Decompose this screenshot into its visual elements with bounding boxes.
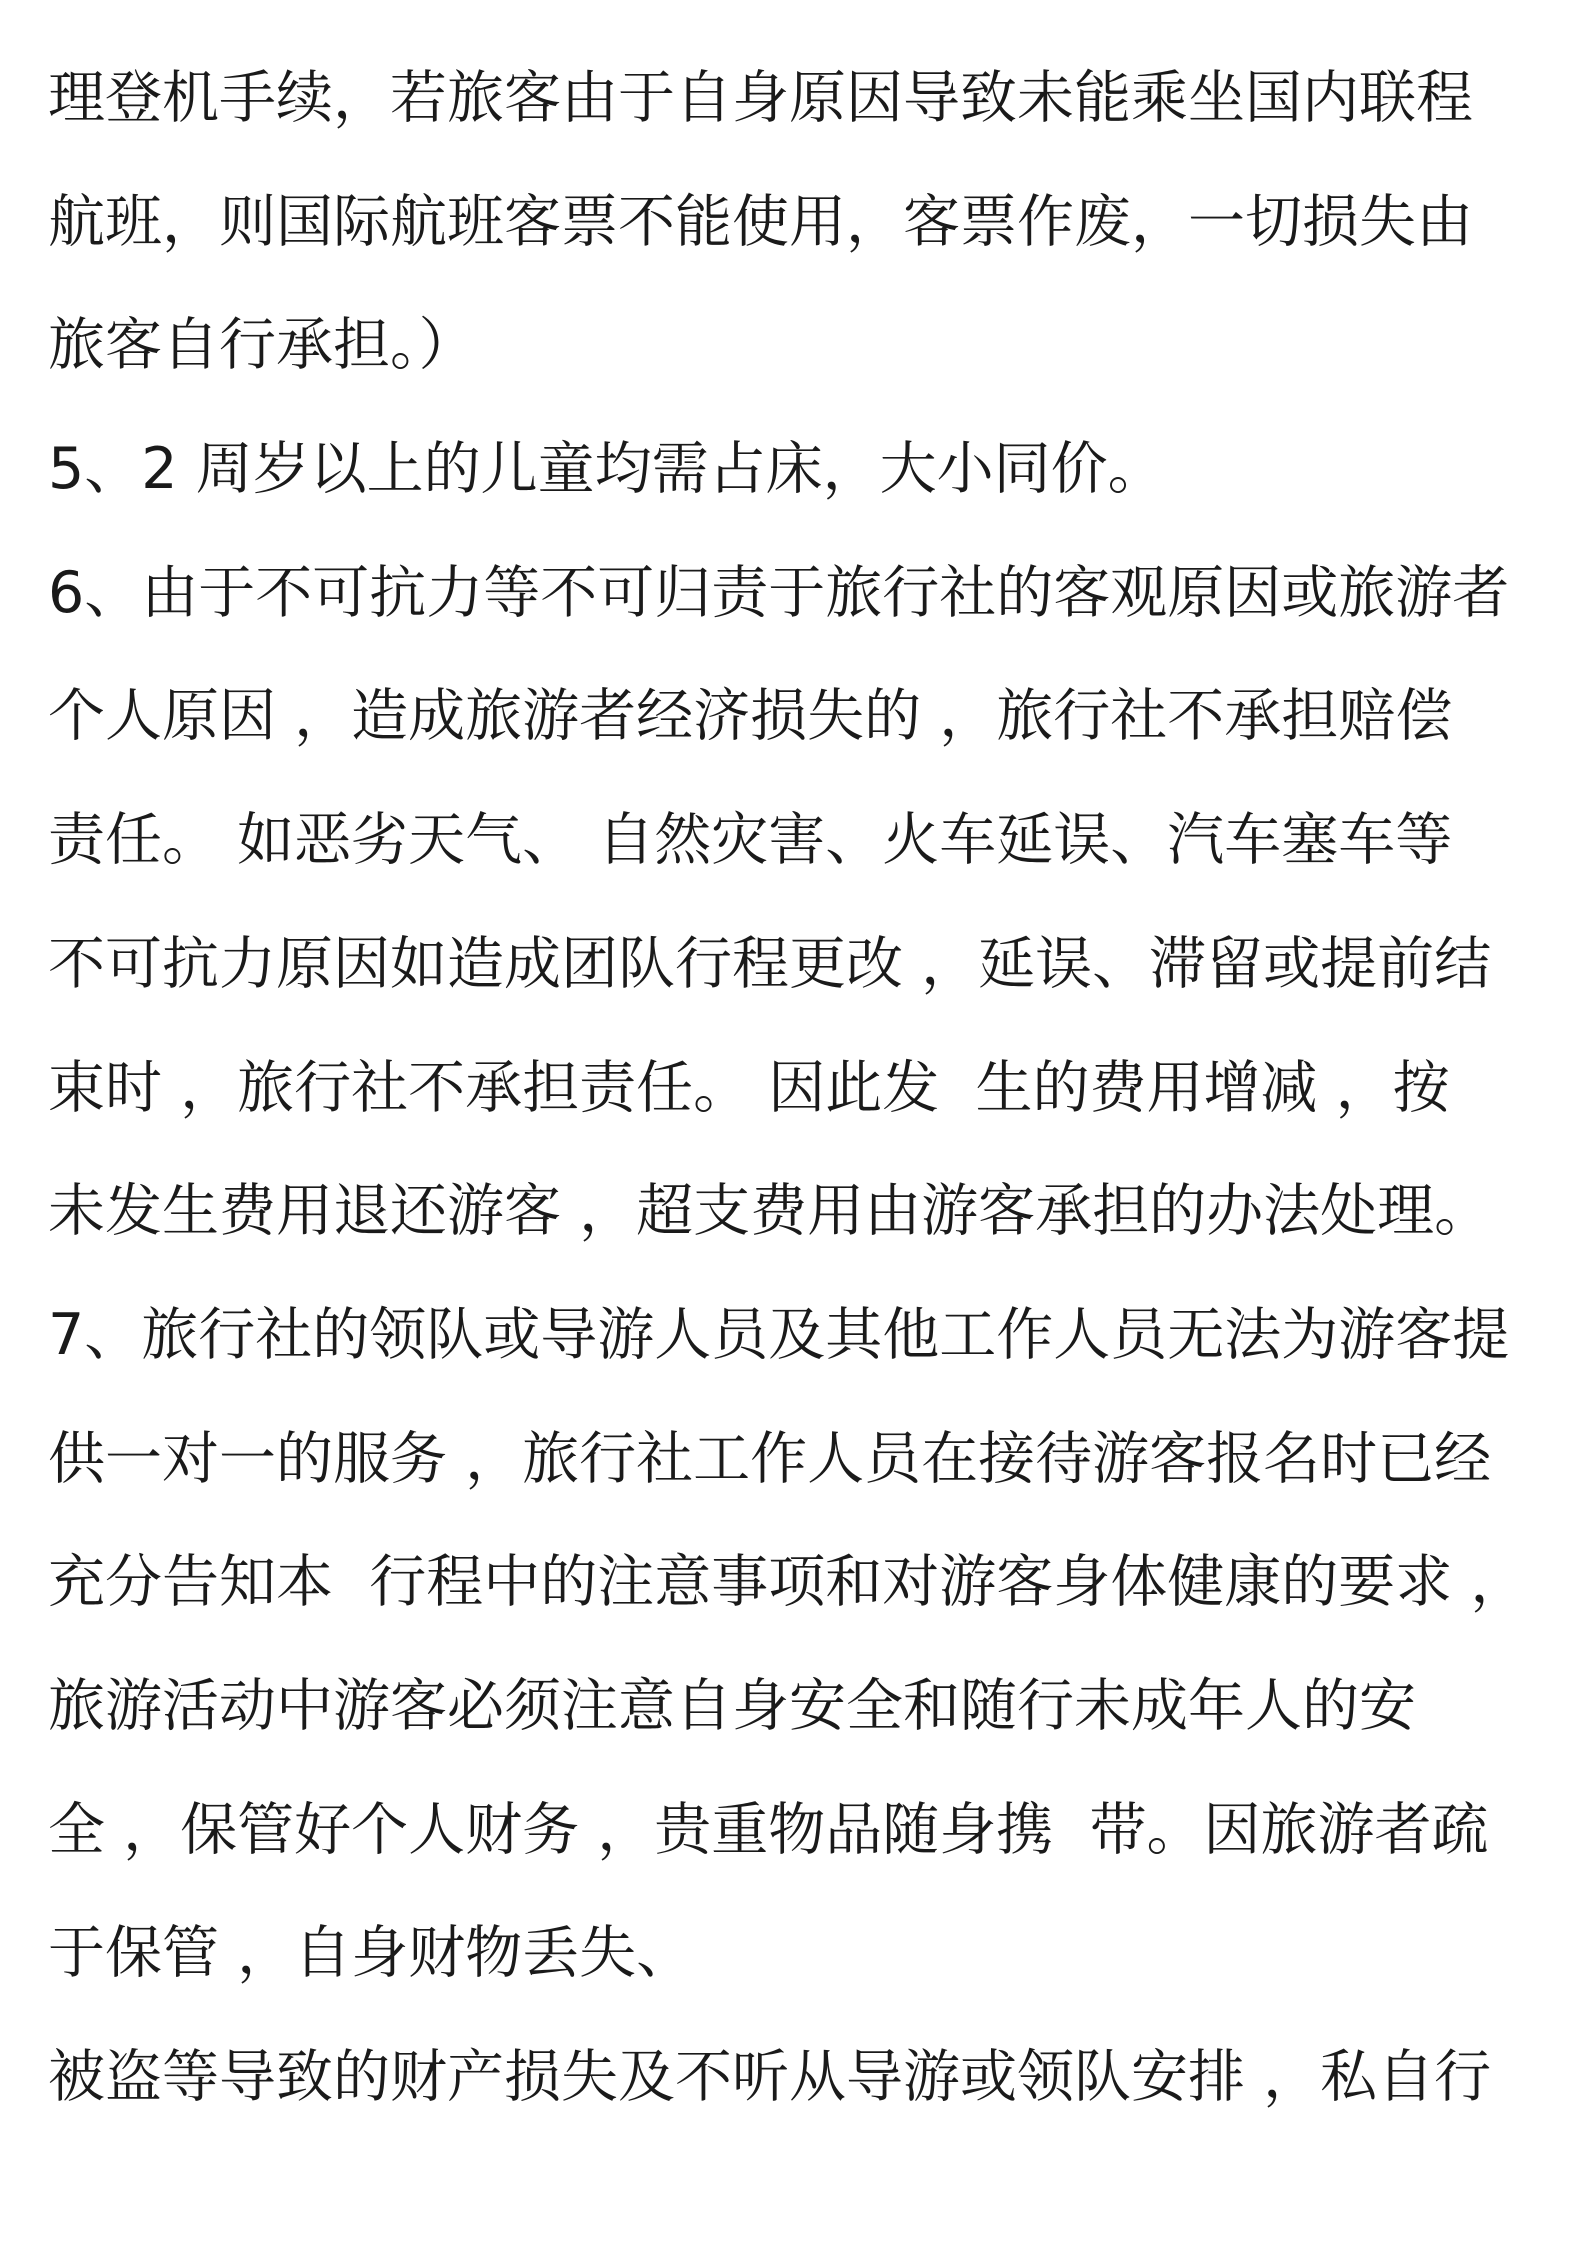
text-line: 全 ，保管好个人财务 ，贵重物品随身携 带。因旅游者疏 [48,1796,1489,1863]
text-line: 航班，则国际航班客票不能使用，客票作废，一切损失由 [48,188,1473,255]
text-line: 束时 ，旅行社不承担责任。 因此发 生的费用增减 ，按 [48,1054,1450,1121]
text-line: 不可抗力原因如造成团队行程更改 ，延误、滞留或提前结 [48,930,1492,997]
text-line: 责任。 如恶劣天气、 自然灾害、火车延误、汽车塞车等 [48,807,1453,874]
text-line: 理登机手续，若旅客由于自身原因导致未能乘坐国内联程 [48,65,1473,131]
text-line: 被盗等导致的财产损失及不听从导游或领队安排 ，私自行 [48,2044,1492,2110]
text-line: 于保管 ，自身财物丢失、 [48,1920,694,1987]
text-line: 6、由于不可抗力等不可归责于旅行社的客观原因或旅游者 [48,559,1510,626]
text-line: 供一对一的服务 ，旅行社工作人员在接待游客报名时已经 [48,1425,1492,1492]
body-text [48,48,1548,2151]
text-line: 未发生费用退还游客 ，超支费用由游客承担的办法处理。 [48,1178,1492,1245]
text-line: 充分告知本 行程中的注意事项和对游客身体健康的要求 ， [48,1549,1528,1616]
text-line: 7、旅行社的领队或导游人员及其他工作人员无法为游客提 [48,1301,1510,1368]
text-line: 个人原因 ，造成旅游者经济损失的 ，旅行社不承担赔偿 [48,683,1453,750]
text-line: 5、2 周岁以上的儿童均需占床，大小同价。 [48,436,1165,503]
text-line: 旅客自行承担。） [48,312,476,379]
text-line: 旅游活动中游客必须注意自身安全和随行未成年人的安 [48,1672,1416,1739]
